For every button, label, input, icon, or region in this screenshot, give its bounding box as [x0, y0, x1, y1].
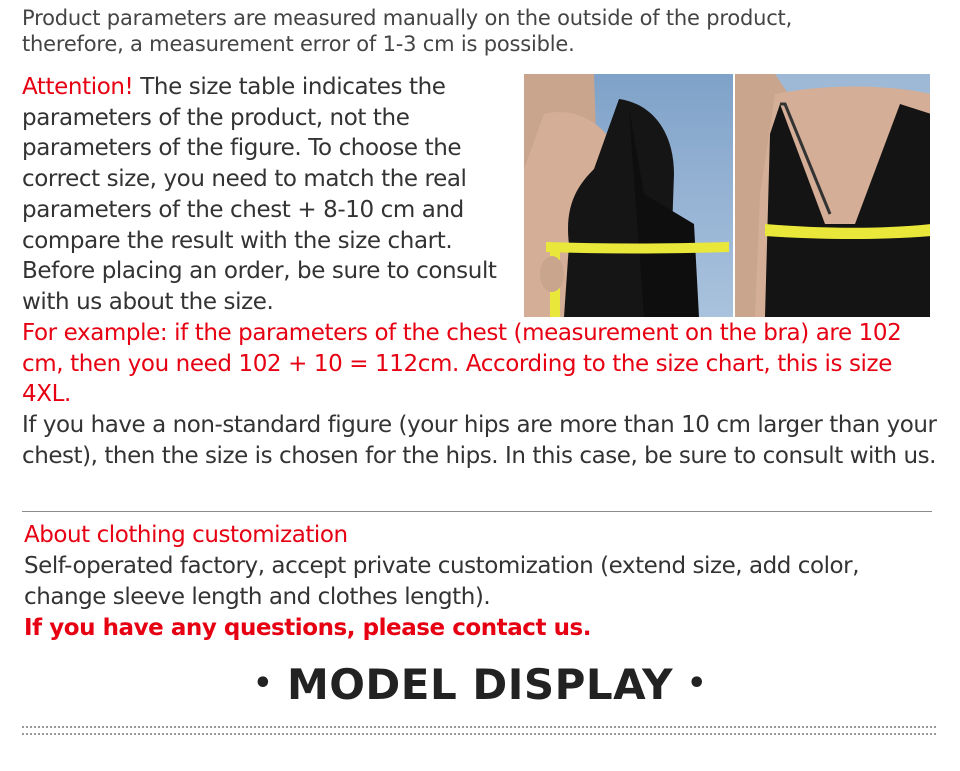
dotted-divider-bottom	[22, 733, 936, 735]
model-display-title: MODEL DISPLAY	[286, 660, 674, 709]
measurement-photos	[524, 74, 930, 317]
measurement-note-line1: Product parameters are measured manually on the outside of the product,	[22, 6, 793, 30]
measurement-note-line2: therefore, a measurement error of 1-3 cm is possible.	[22, 32, 575, 56]
photo-side-view	[524, 74, 733, 317]
example-paragraph: For example: if the parameters of the chest (measurement on the bra) are 102 cm, then you need 102 + 10 = 112cm. According to the size chart, this is size 4XL.	[22, 320, 902, 408]
attention-paragraph	[22, 72, 522, 318]
model-display-heading	[0, 660, 960, 709]
heading-bullet-right: •	[687, 666, 707, 701]
customization-section	[24, 520, 944, 644]
contact-prompt: If you have any questions, please contact us.	[24, 615, 592, 641]
customization-title: About clothing customization	[24, 522, 348, 548]
back-view-illustration	[735, 74, 930, 317]
side-view-illustration	[524, 74, 733, 317]
attention-text: The size table indicates the parameters of the product, not the parameters of the figure. To choose the correct size, you need to match the real parameters of the chest + 8-10 cm and compare the result with the size chart. Before placing an order, be sure to consult with us about the size.	[22, 74, 497, 315]
attention-label: Attention!	[22, 74, 134, 100]
dotted-divider-top	[22, 726, 936, 728]
heading-bullet-left: •	[253, 666, 273, 701]
section-divider	[22, 511, 932, 512]
nonstandard-figure-paragraph: If you have a non-standard figure (your hips are more than 10 cm larger than your chest), then the size is chosen for the hips. In this case, be sure to consult with us.	[22, 412, 937, 469]
measurement-note	[22, 5, 942, 57]
photo-back-view	[733, 74, 930, 317]
customization-body: Self-operated factory, accept private customization (extend size, add color, change sleeve length and clothes length).	[24, 553, 860, 610]
